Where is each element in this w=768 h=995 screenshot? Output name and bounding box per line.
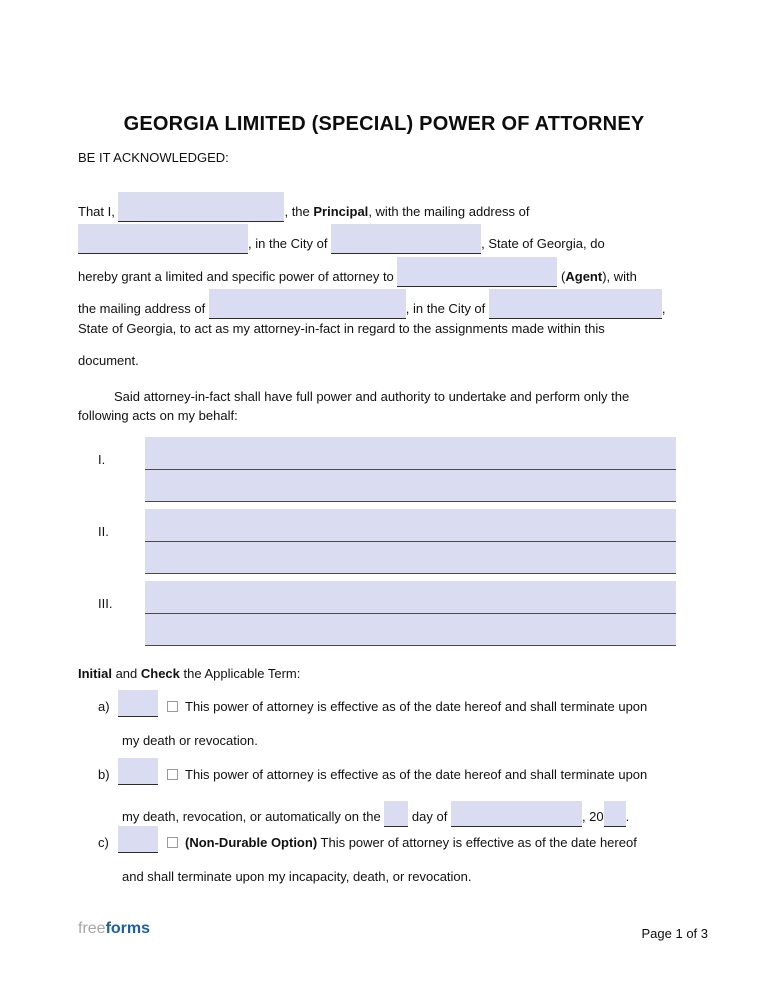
- term-c-line-1: [185, 835, 637, 851]
- term-b-label: b): [98, 767, 110, 782]
- act-1-rule-2: [145, 470, 676, 503]
- agent-city-field[interactable]: [489, 289, 662, 319]
- document-title: GEORGIA LIMITED (SPECIAL) POWER OF ATTORNEY: [123, 113, 645, 135]
- intro-line-2: [78, 224, 605, 254]
- intro-line-1-text-a: That I,: [78, 204, 119, 219]
- authority-line-2: following acts on my behalf:: [78, 408, 238, 423]
- agent-name-field[interactable]: [397, 257, 557, 287]
- intro-line-1-text-b: , the: [284, 204, 314, 219]
- term-c-line-1-text: This power of attorney is effective as of the date hereof: [317, 835, 637, 850]
- term-c-line-2: and shall terminate upon my incapacity, death, or revocation.: [122, 869, 472, 884]
- page-indicator: Page 1 of 3: [641, 926, 708, 941]
- principal-name-field[interactable]: [118, 192, 284, 222]
- intro-line-3-text-a: hereby grant a limited and specific power of attorney to: [78, 269, 398, 284]
- term-b-initial-field[interactable]: [118, 758, 158, 785]
- term-a-line-1: This power of attorney is effective as of the date hereof and shall terminate upon: [185, 699, 648, 714]
- intro-line-6: document.: [78, 353, 139, 368]
- freeforms-logo: [78, 920, 150, 938]
- term-b-line-2-text-d: .: [625, 809, 630, 824]
- term-b-checkbox[interactable]: [167, 769, 178, 780]
- act-3-rule-1: [145, 581, 676, 614]
- term-c-initial-field[interactable]: [118, 826, 158, 853]
- term-b-line-1: This power of attorney is effective as of the date hereof and shall terminate upon: [185, 767, 648, 782]
- logo-forms-text: forms: [105, 920, 151, 937]
- term-a-line-2: my death or revocation.: [122, 733, 258, 748]
- intro-line-3: [78, 257, 637, 287]
- act-3-label: III.: [98, 596, 113, 611]
- terms-heading: [78, 666, 300, 682]
- intro-line-4-text-a: the mailing address of: [78, 301, 209, 316]
- intro-line-4: [78, 289, 666, 319]
- term-a-initial-field[interactable]: [118, 690, 158, 717]
- term-b-line-2-text-b: day of: [408, 809, 451, 824]
- terms-heading-initial: Initial: [78, 666, 112, 681]
- act-1-input[interactable]: [145, 437, 676, 502]
- terms-heading-and: and: [111, 666, 141, 681]
- intro-line-4-text-b: , in the City of: [405, 301, 489, 316]
- act-1-label: I.: [98, 452, 106, 467]
- intro-line-3-text-c: ), with: [602, 269, 637, 284]
- intro-line-5: State of Georgia, to act as my attorney-in-fact in regard to the assignments made within this: [78, 321, 605, 336]
- terms-heading-check: Check: [140, 666, 180, 681]
- intro-line-1-text-c: , with the mailing address of: [368, 204, 530, 219]
- term-b-year-field[interactable]: [604, 801, 626, 827]
- term-a-checkbox[interactable]: [167, 701, 178, 712]
- intro-line-1: [78, 192, 529, 222]
- logo-free-text: free: [78, 920, 106, 937]
- act-2-input[interactable]: [145, 509, 676, 574]
- intro-line-4-text-c: ,: [661, 301, 666, 316]
- authority-line-1: Said attorney-in-fact shall have full power and authority to undertake and perform only the: [114, 389, 630, 404]
- act-3-input[interactable]: [145, 581, 676, 646]
- terms-heading-rest: the Applicable Term:: [179, 666, 301, 681]
- act-3-rule-2: [145, 614, 676, 647]
- principal-address-field[interactable]: [78, 224, 248, 254]
- act-2-rule-2: [145, 542, 676, 575]
- term-b-line-2-text-a: my death, revocation, or automatically on the: [122, 809, 385, 824]
- intro-line-2-text-b: , State of Georgia, do: [481, 236, 605, 251]
- act-1-rule-1: [145, 437, 676, 470]
- term-c-checkbox[interactable]: [167, 837, 178, 848]
- term-a-label: a): [98, 699, 110, 714]
- principal-term: Principal: [313, 204, 369, 219]
- term-b-day-field[interactable]: [384, 801, 408, 827]
- intro-line-2-text-a: , in the City of: [248, 236, 332, 251]
- act-2-rule-1: [145, 509, 676, 542]
- principal-city-field[interactable]: [331, 224, 481, 254]
- intro-line-3-text-b: (: [557, 269, 566, 284]
- act-2-label: II.: [98, 524, 109, 539]
- term-b-month-field[interactable]: [451, 801, 582, 827]
- agent-term: Agent: [565, 269, 603, 284]
- term-c-non-durable-label: (Non-Durable Option): [185, 835, 318, 850]
- term-b-line-2: [122, 801, 629, 827]
- term-b-line-2-text-c: , 20: [581, 809, 604, 824]
- acknowledgment-line: BE IT ACKNOWLEDGED:: [78, 150, 229, 165]
- term-c-label: c): [98, 835, 109, 850]
- agent-address-field[interactable]: [209, 289, 406, 319]
